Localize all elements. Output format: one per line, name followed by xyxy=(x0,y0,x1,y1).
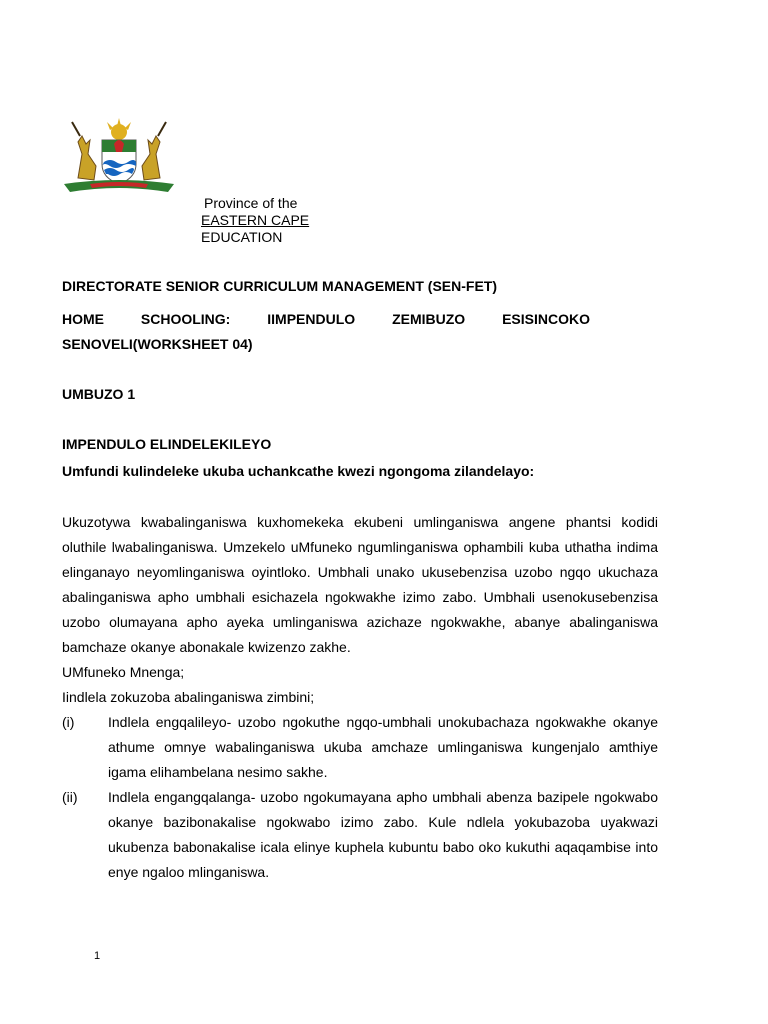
coat-of-arms-icon xyxy=(60,118,178,194)
mfuneko-line: UMfuneko Mnenga; xyxy=(62,664,185,680)
list-item-number: (i) xyxy=(62,714,75,730)
title-word: ESISINCOKO xyxy=(502,311,590,327)
province-line: Province of the xyxy=(204,195,298,211)
home-schooling-title-cont: SENOVELI(WORKSHEET 04) xyxy=(62,336,253,352)
intro-line: Iindlela zokuzoba abalinganiswa zimbini; xyxy=(62,689,315,705)
directorate-title: DIRECTORATE SENIOR CURRICULUM MANAGEMENT (SEN-FET) xyxy=(62,278,498,294)
home-schooling-title xyxy=(62,311,590,327)
list-item xyxy=(62,710,658,785)
title-word: HOME xyxy=(62,311,104,327)
body-paragraph: Ukuzotywa kwabalinganiswa kuxhomekeka ekubeni umlinganiswa angene phantsi kodidi oluthile lwabalinganiswa. Umzekelo uMfuneko ngumlinganiswa ophambili kuba uthatha indima elinganayo neyomlinganiswa oyintloko. Umbhali unako ukusebenzisa uzobo ngqo ukuchaza abalinganiswa apho umbhali esichazela ngokwakhe izimo zabo. Umbhali usenokusebenzisa uzobo olumayana apho ayeka umlinganiswa azichaze ngokwakhe, abanye abalinganiswa bamchaze okanye abonakale kwizenzo zakhe. xyxy=(62,514,658,655)
title-word: SCHOOLING: xyxy=(140,311,231,327)
expected-answer-subheading: Umfundi kulindeleke ukuba uchankcathe kwezi ngongoma zilandelayo: xyxy=(62,463,535,479)
title-word: IIMPENDULO xyxy=(267,311,356,327)
list-item-text: Indlela engqalileyo- uzobo ngokuthe ngqo-umbhali unokubachaza ngokwakhe okanye athume omnye wabalinganiswa ukuba amchaze umlinganiswa kungenjalo amthiye igama elihambelana nesimo sakhe. xyxy=(108,714,658,780)
question-heading: UMBUZO 1 xyxy=(62,386,136,402)
education-line: EDUCATION xyxy=(201,229,283,245)
list-item xyxy=(62,785,658,885)
eastern-cape-line: EASTERN CAPE xyxy=(201,212,310,228)
answer-body xyxy=(62,510,658,885)
province-block xyxy=(201,195,309,246)
expected-answer-heading: IMPENDULO ELINDELEKILEYO xyxy=(62,436,272,452)
page-number: 1 xyxy=(94,950,101,962)
list-item-number: (ii) xyxy=(62,789,78,805)
list-item-text: Indlela engangqalanga- uzobo ngokumayana apho umbhali abenza bazipele ngokwabo okanye bazibonakalise ngokwabo izimo zabo. Kule ndlela yokubazoba uyakwazi ukubenza babonakalise icala elinye kuphela kubuntu babo oko kukuthi aqaqambise into enye ngaloo mlinganiswa. xyxy=(108,789,658,880)
title-word: ZEMIBUZO xyxy=(392,311,466,327)
